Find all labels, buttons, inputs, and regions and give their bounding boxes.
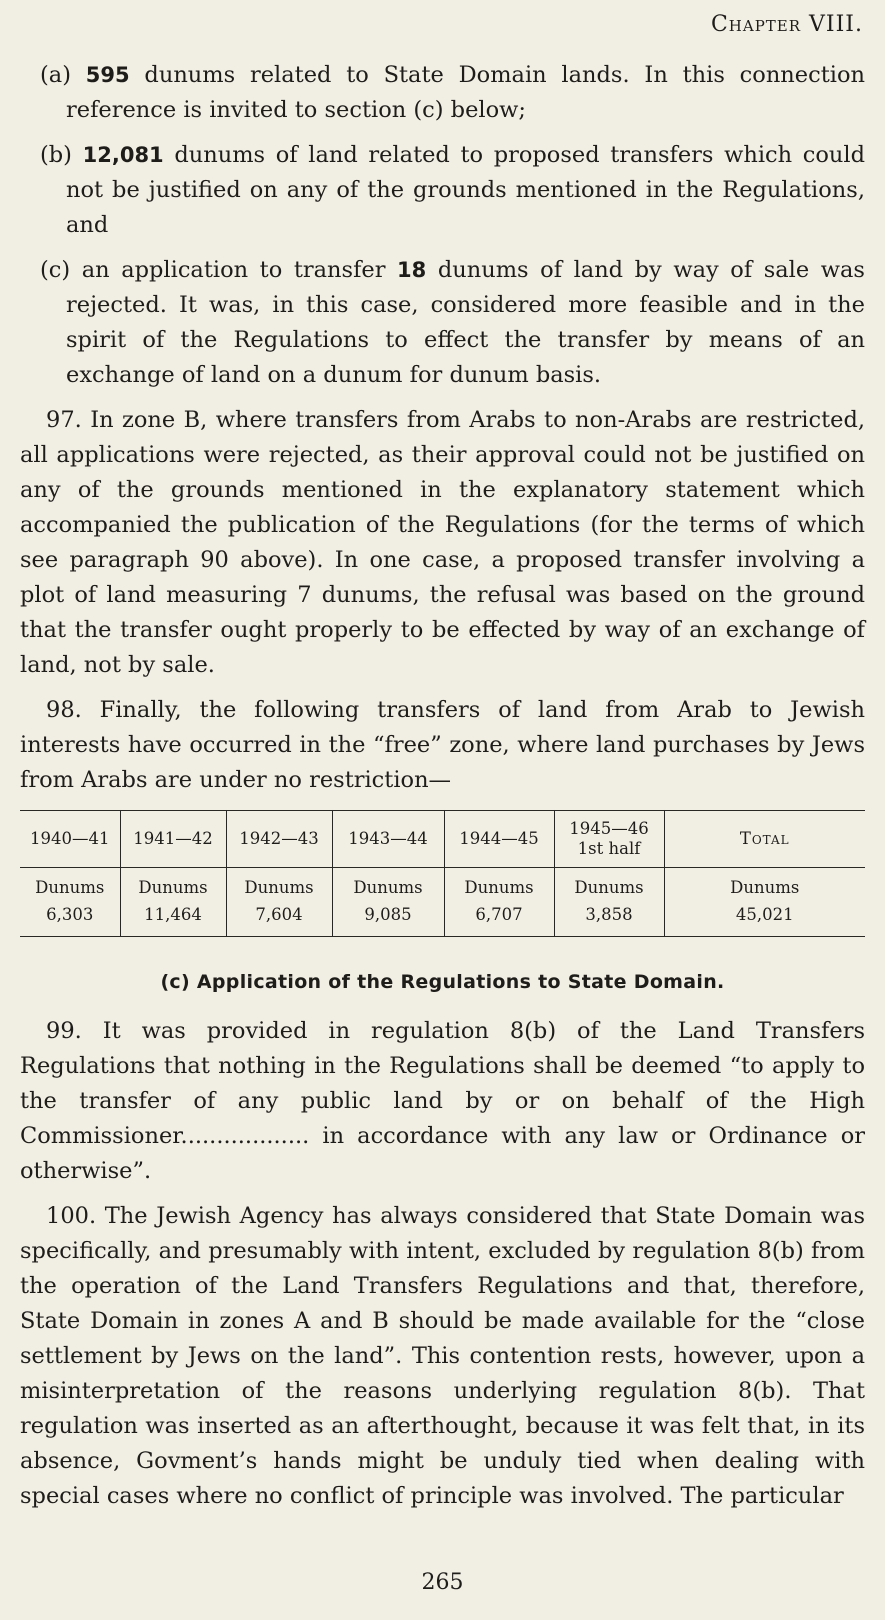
table-header-row xyxy=(20,811,865,868)
paragraph-100: 100. The Jewish Agency has always considered that State Domain was specifically, and presumably with intent, excluded by regulation 8(b) from the operation of the Land Transfers Regulations and that, therefore, State Domain in zones A and B should be made available for the “close settlement by Jews on the land”. This contention rests, however, upon a misinterpretation of the reasons underlying regulation 8(b). That regulation was inserted as an afterthought, because it was felt that, in its absence, Govment’s hands might be unduly tied when dealing with special cases where no conflict of principle was involved. The particular xyxy=(20,1203,865,1509)
table-cell: 11,464 xyxy=(120,898,226,937)
table-cell: 9,085 xyxy=(332,898,444,937)
item-text: dunums of land by way of sale was rejected. It was, in this case, considered more feasible and in the spirit of the Regulations to effect the transfer by means of an exchange of land on a dunum for dunum basis. xyxy=(66,257,865,388)
table-cell: 7,604 xyxy=(226,898,332,937)
item-marker: (b) xyxy=(40,142,72,168)
table-header: 1941—42 xyxy=(120,811,226,868)
table-unit: Dunums xyxy=(664,868,865,899)
table-header: 1940—41 xyxy=(20,811,120,868)
list-item-a xyxy=(20,58,865,128)
item-number: 595 xyxy=(85,63,130,87)
item-text: dunums of land related to proposed transfers which could not be justified on any of the grounds mentioned in the Regulations, and xyxy=(66,142,866,238)
table-header: 1945—46 xyxy=(569,819,649,838)
page-number: 265 xyxy=(421,1570,464,1595)
table-cell: 3,858 xyxy=(554,898,664,937)
section-heading: (c) Application of the Regulations to State Domain. xyxy=(160,971,725,993)
table-unit: Dunums xyxy=(120,868,226,899)
item-number: 12,081 xyxy=(82,143,164,167)
item-number: 18 xyxy=(397,258,427,282)
table-header-half xyxy=(554,811,664,868)
table-value-row xyxy=(20,898,865,937)
table-unit: Dunums xyxy=(554,868,664,899)
table-cell: 6,303 xyxy=(20,898,120,937)
table-header: 1944—45 xyxy=(444,811,554,868)
paragraph-99: 99. It was provided in regulation 8(b) of the Land Transfers Regulations that nothing in the Regulations shall be deemed “to apply to the transfer of any public land by or on behalf of the High Commissioner.................. in accordance with any law or Ordinance or otherwise”. xyxy=(20,1018,865,1184)
table-unit: Dunums xyxy=(332,868,444,899)
transfers-table xyxy=(20,810,865,937)
paragraph-97: 97. In zone B, where transfers from Arabs to non-Arabs are restricted, all applications were rejected, as their approval could not be justified on any of the grounds mentioned in the explanatory statement which accompanied the publication of the Regulations (for the terms of which see paragraph 90 above). In one case, a proposed transfer involving a plot of land measuring 7 dunums, the refusal was based on the ground that the transfer ought properly to be effected by way of an exchange of land, not by sale. xyxy=(20,407,865,678)
item-text-before: an application to transfer xyxy=(81,257,386,283)
list-item-c xyxy=(20,253,865,393)
paragraph-98: 98. Finally, the following transfers of land from Arab to Jewish interests have occurred in the “free” zone, where land purchases by Jews from Arabs are under no restriction— xyxy=(20,697,865,793)
list-item-b xyxy=(20,138,865,243)
chapter-header: Chapter VIII. xyxy=(710,12,863,37)
table-unit: Dunums xyxy=(35,878,105,897)
table-header: 1943—44 xyxy=(332,811,444,868)
table-cell: 6,707 xyxy=(444,898,554,937)
item-marker: (c) xyxy=(40,257,71,283)
table-header-total: Total xyxy=(664,811,865,868)
table-unit: Dunums xyxy=(226,868,332,899)
item-text: dunums related to State Domain lands. In this connection reference is invited to section (c) below; xyxy=(66,62,865,123)
item-marker: (a) xyxy=(40,62,71,88)
table-cell-total: 45,021 xyxy=(664,898,865,937)
table-unit: Dunums xyxy=(444,868,554,899)
table-subheader: 1st half xyxy=(577,839,641,858)
page-content xyxy=(20,58,865,1514)
table-unit-row xyxy=(20,868,865,899)
table-header: 1942—43 xyxy=(226,811,332,868)
